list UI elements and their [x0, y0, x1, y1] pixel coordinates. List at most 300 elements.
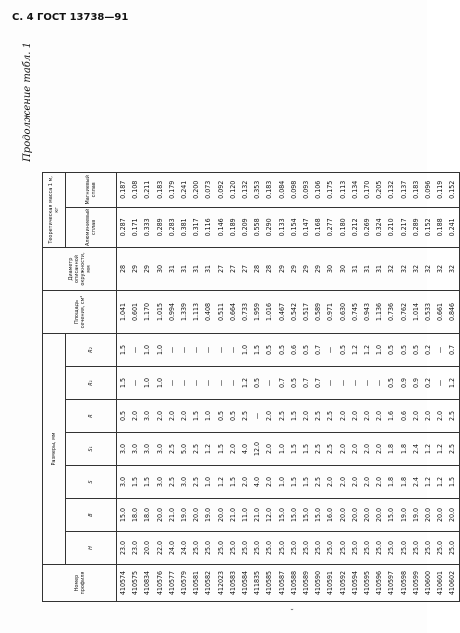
cell-R: 1.5	[190, 400, 202, 433]
cell-S: 2.5	[190, 466, 202, 499]
cell-H: 25.0	[227, 532, 239, 565]
table-row	[300, 172, 312, 601]
cell-mass-mg: 0.211	[141, 172, 153, 207]
cell-mass-al: 0.189	[227, 207, 239, 247]
cell-R: 0.5	[215, 400, 227, 433]
cell-S: 1.0	[202, 466, 214, 499]
header-mass-group: Теоретическая масса 1 м, кг	[43, 172, 66, 247]
cell-area: 0.589	[312, 291, 324, 334]
cell-diameter: 29	[276, 248, 288, 291]
cell-profile-number: 410581	[190, 565, 202, 602]
page-mark: ˘	[290, 608, 294, 617]
cell-S: 2.0	[373, 466, 385, 499]
cell-H: 25.0	[373, 532, 385, 565]
cell-H: 25.0	[288, 532, 300, 565]
cell-area: 0.533	[422, 291, 434, 334]
cell-mass-al: 0.154	[288, 207, 300, 247]
cell-H: 25.0	[385, 532, 397, 565]
cell-R: 2.0	[263, 400, 275, 433]
cell-R1: 1.2	[239, 367, 251, 400]
cell-H: 25.0	[410, 532, 422, 565]
cell-diameter: 30	[337, 248, 349, 291]
cell-B: 21.0	[166, 499, 178, 532]
cell-R1: 1.2	[446, 367, 459, 400]
cell-diameter: 28	[263, 248, 275, 291]
cell-diameter: 28	[251, 248, 263, 291]
cell-S1: 2.5	[190, 433, 202, 466]
cell-R1: —	[129, 367, 141, 400]
cell-R2: —	[129, 334, 141, 367]
cell-S1: 3.0	[154, 433, 166, 466]
cell-S: 1.5	[129, 466, 141, 499]
cell-S1: 12.0	[251, 433, 263, 466]
header-profile-number: Номер профиля	[43, 565, 117, 602]
cell-diameter: 27	[239, 248, 251, 291]
cell-R1: 0.7	[300, 367, 312, 400]
cell-mass-al: 0.317	[190, 207, 202, 247]
cell-R2: 1.0	[373, 334, 385, 367]
cell-R2: 0.6	[288, 334, 300, 367]
cell-R1: 1.0	[154, 367, 166, 400]
cell-diameter: 30	[324, 248, 336, 291]
cell-area: 1.041	[117, 291, 130, 334]
cell-area: 0.517	[300, 291, 312, 334]
cell-R: 1.6	[385, 400, 397, 433]
table-row	[446, 172, 459, 601]
cell-R1: —	[434, 367, 446, 400]
cell-R1: 0.7	[276, 367, 288, 400]
cell-B: 20.0	[446, 499, 459, 532]
cell-R2: 1.0	[141, 334, 153, 367]
cell-R1: 0.5	[385, 367, 397, 400]
cell-mass-al: 0.381	[178, 207, 190, 247]
cell-R: 2.0	[129, 400, 141, 433]
cell-R1: 0.5	[288, 367, 300, 400]
cell-H: 25.0	[434, 532, 446, 565]
cell-B: 19.0	[202, 499, 214, 532]
cell-S: 1.2	[434, 466, 446, 499]
cell-mass-al: 0.188	[434, 207, 446, 247]
cell-H: 25.0	[398, 532, 410, 565]
table-row	[276, 172, 288, 601]
cell-S: 1.5	[288, 466, 300, 499]
table-row	[154, 172, 166, 601]
cell-R1: 0.5	[251, 367, 263, 400]
cell-R2: —	[434, 334, 446, 367]
cell-R2: 0.7	[446, 334, 459, 367]
cell-R1: —	[227, 367, 239, 400]
cell-mass-mg: 0.170	[361, 172, 373, 207]
cell-mass-mg: 0.183	[410, 172, 422, 207]
cell-S: 3.0	[117, 466, 130, 499]
cell-profile-number: 410575	[129, 565, 141, 602]
cell-R1: —	[178, 367, 190, 400]
cell-profile-number: 410579	[178, 565, 190, 602]
cell-R2: 0.5	[276, 334, 288, 367]
cell-H: 20.0	[141, 532, 153, 565]
header-sizes-group: Размеры, мм	[43, 334, 66, 565]
cell-H: 25.0	[337, 532, 349, 565]
cell-area: 1.113	[190, 291, 202, 334]
table-row	[398, 172, 410, 601]
cell-mass-mg: 0.132	[385, 172, 397, 207]
cell-H: 25.0	[312, 532, 324, 565]
cell-mass-mg: 0.119	[434, 172, 446, 207]
cell-profile-number: 410597	[385, 565, 397, 602]
cell-B: 20.0	[361, 499, 373, 532]
cell-area: 0.542	[288, 291, 300, 334]
cell-R1: 1.5	[117, 367, 130, 400]
cell-S: 1.5	[141, 466, 153, 499]
cell-profile-number: 410585	[263, 565, 275, 602]
cell-mass-mg: 0.205	[373, 172, 385, 207]
cell-S1: 3.0	[129, 433, 141, 466]
cell-R: 2.5	[324, 400, 336, 433]
cell-B: 11.0	[239, 499, 251, 532]
cell-S: 2.4	[410, 466, 422, 499]
cell-B: 16.0	[324, 499, 336, 532]
cell-S1: 3.0	[117, 433, 130, 466]
cell-R: 0.6	[398, 400, 410, 433]
cell-diameter: 29	[300, 248, 312, 291]
cell-S: 2.0	[239, 466, 251, 499]
cell-mass-al: 0.171	[129, 207, 141, 247]
cell-R: 2.0	[349, 400, 361, 433]
cell-area: 1.015	[154, 291, 166, 334]
table-row	[288, 172, 300, 601]
cell-S1: 4.0	[239, 433, 251, 466]
cell-B: 20.0	[215, 499, 227, 532]
cell-R: 2.5	[446, 400, 459, 433]
cell-B: 15.0	[288, 499, 300, 532]
cell-S1: 2.0	[361, 433, 373, 466]
cell-R: 2.0	[410, 400, 422, 433]
header-S1: S₁	[66, 433, 117, 466]
cell-S1: 1.8	[385, 433, 397, 466]
cell-mass-al: 0.210	[385, 207, 397, 247]
cell-R2: 0.2	[422, 334, 434, 367]
cell-profile-number: 410592	[337, 565, 349, 602]
cell-S: 1.2	[215, 466, 227, 499]
cell-area: 0.943	[361, 291, 373, 334]
cell-mass-al: 0.217	[398, 207, 410, 247]
cell-S: 2.5	[312, 466, 324, 499]
cell-R2: —	[178, 334, 190, 367]
rotated-table-region	[22, 42, 457, 602]
cell-diameter: 32	[410, 248, 422, 291]
cell-R: 2.0	[166, 400, 178, 433]
table-row	[312, 172, 324, 601]
cell-mass-al: 0.116	[202, 207, 214, 247]
cell-mass-mg: 0.187	[117, 172, 130, 207]
header-mass-al: Алюминиевый сплав	[66, 207, 117, 247]
cell-profile-number: 410834	[141, 565, 153, 602]
cell-B: 15.0	[312, 499, 324, 532]
table-row	[337, 172, 349, 601]
cell-S1: 3.0	[141, 433, 153, 466]
cell-B: 20.0	[422, 499, 434, 532]
cell-B: 20.0	[190, 499, 202, 532]
cell-R1: —	[373, 367, 385, 400]
table-row	[202, 172, 214, 601]
cell-H: 25.0	[215, 532, 227, 565]
cell-diameter: 32	[422, 248, 434, 291]
cell-R2: —	[202, 334, 214, 367]
cell-S1: 2.0	[227, 433, 239, 466]
cell-area: 0.736	[385, 291, 397, 334]
cell-H: 25.0	[300, 532, 312, 565]
cell-S: 1.5	[227, 466, 239, 499]
cell-area: 0.664	[227, 291, 239, 334]
cell-mass-mg: 0.179	[166, 172, 178, 207]
header-mass-mg: Магниевый сплав	[66, 172, 117, 207]
cell-S: 4.0	[251, 466, 263, 499]
header-S: S	[66, 466, 117, 499]
cell-S: 2.0	[349, 466, 361, 499]
cell-diameter: 32	[446, 248, 459, 291]
cell-B: 20.0	[337, 499, 349, 532]
table-row	[361, 172, 373, 601]
cell-mass-mg: 0.073	[202, 172, 214, 207]
cell-R: —	[251, 400, 263, 433]
cell-S1: 1.5	[215, 433, 227, 466]
cell-S: 1.8	[385, 466, 397, 499]
header-H: H	[66, 532, 117, 565]
cell-mass-mg: 0.134	[349, 172, 361, 207]
cell-mass-al: 0.290	[263, 207, 275, 247]
table-row	[178, 172, 190, 601]
cell-area: 0.733	[239, 291, 251, 334]
cell-diameter: 31	[202, 248, 214, 291]
table-row	[166, 172, 178, 601]
cell-R2: 1.5	[251, 334, 263, 367]
cell-diameter: 29	[288, 248, 300, 291]
cell-area: 0.846	[446, 291, 459, 334]
cell-area: 1.170	[141, 291, 153, 334]
cell-R1: 0.2	[422, 367, 434, 400]
cell-R: 2.0	[154, 400, 166, 433]
cell-profile-number: 412023	[215, 565, 227, 602]
cell-area: 1.339	[178, 291, 190, 334]
cell-R1: —	[349, 367, 361, 400]
cell-profile-number: 410582	[202, 565, 214, 602]
header-diameter: Диаметр описанной окружности, мм	[43, 248, 117, 291]
cell-B: 18.0	[141, 499, 153, 532]
cell-H: 23.0	[117, 532, 130, 565]
cell-mass-al: 0.558	[251, 207, 263, 247]
header-area: Площадь сечения, см²	[43, 291, 117, 334]
table-row	[129, 172, 141, 601]
cell-mass-mg: 0.098	[288, 172, 300, 207]
cell-profile-number: 410583	[227, 565, 239, 602]
cell-S: 1.5	[446, 466, 459, 499]
table-row	[239, 172, 251, 601]
cell-mass-mg: 0.093	[300, 172, 312, 207]
cell-area: 0.511	[215, 291, 227, 334]
cell-S: 1.5	[300, 466, 312, 499]
cell-area: 0.971	[324, 291, 336, 334]
cell-area: 0.661	[434, 291, 446, 334]
cell-S1: 2.5	[166, 433, 178, 466]
table-row	[373, 172, 385, 601]
cell-mass-mg: 0.084	[276, 172, 288, 207]
cell-mass-mg: 0.092	[215, 172, 227, 207]
cell-S: 1.0	[276, 466, 288, 499]
cell-diameter: 31	[349, 248, 361, 291]
cell-R: 2.0	[300, 400, 312, 433]
cell-R: 1.5	[288, 400, 300, 433]
cell-R1: —	[324, 367, 336, 400]
cell-diameter: 28	[117, 248, 130, 291]
cell-mass-mg: 0.175	[324, 172, 336, 207]
cell-R2: —	[215, 334, 227, 367]
profiles-table	[42, 172, 460, 602]
cell-B: 19.0	[410, 499, 422, 532]
cell-mass-al: 0.277	[324, 207, 336, 247]
cell-R1: —	[190, 367, 202, 400]
cell-area: 0.994	[166, 291, 178, 334]
cell-mass-mg: 0.353	[251, 172, 263, 207]
cell-R: 1.0	[202, 400, 214, 433]
cell-mass-mg: 0.241	[178, 172, 190, 207]
cell-R2: 0.7	[312, 334, 324, 367]
cell-R: 2.0	[361, 400, 373, 433]
cell-mass-al: 0.212	[349, 207, 361, 247]
cell-diameter: 27	[227, 248, 239, 291]
cell-S1: 1.2	[422, 433, 434, 466]
cell-R: 2.0	[337, 400, 349, 433]
cell-mass-al: 0.133	[276, 207, 288, 247]
cell-mass-mg: 0.183	[154, 172, 166, 207]
cell-S1: 2.5	[312, 433, 324, 466]
cell-R2: 1.0	[239, 334, 251, 367]
cell-H: 25.0	[324, 532, 336, 565]
cell-H: 25.0	[422, 532, 434, 565]
cell-S1: 2.0	[337, 433, 349, 466]
continuation-title: Продолжение табл. 1	[22, 42, 33, 162]
cell-R: 0.5	[117, 400, 130, 433]
cell-area: 0.762	[398, 291, 410, 334]
cell-B: 15.0	[300, 499, 312, 532]
cell-mass-mg: 0.120	[227, 172, 239, 207]
cell-R2: —	[166, 334, 178, 367]
cell-profile-number: 410590	[312, 565, 324, 602]
cell-B: 20.0	[373, 499, 385, 532]
cell-B: 19.0	[178, 499, 190, 532]
cell-mass-al: 0.168	[312, 207, 324, 247]
cell-mass-mg: 0.096	[422, 172, 434, 207]
cell-R2: 0.5	[410, 334, 422, 367]
table-row	[324, 172, 336, 601]
header-B: B	[66, 499, 117, 532]
cell-R: 2.0	[373, 400, 385, 433]
cell-R1: —	[263, 367, 275, 400]
cell-S: 2.0	[263, 466, 275, 499]
cell-area: 1.959	[251, 291, 263, 334]
table-row	[434, 172, 446, 601]
cell-R2: —	[227, 334, 239, 367]
cell-H: 24.0	[178, 532, 190, 565]
cell-H: 25.0	[349, 532, 361, 565]
cell-profile-number: 410574	[117, 565, 130, 602]
cell-B: 15.0	[117, 499, 130, 532]
cell-R: 2.5	[312, 400, 324, 433]
cell-B: 15.0	[385, 499, 397, 532]
cell-S: 1.8	[398, 466, 410, 499]
cell-S1: 2.5	[446, 433, 459, 466]
cell-area: 1.014	[410, 291, 422, 334]
cell-mass-al: 0.147	[300, 207, 312, 247]
table-row	[422, 172, 434, 601]
cell-mass-mg: 0.137	[398, 172, 410, 207]
cell-S1: 1.0	[276, 433, 288, 466]
cell-profile-number: 410602	[446, 565, 459, 602]
cell-profile-number: 410577	[166, 565, 178, 602]
cell-R1: 0.9	[410, 367, 422, 400]
cell-mass-al: 0.146	[215, 207, 227, 247]
cell-mass-mg: 0.152	[446, 172, 459, 207]
cell-S: 2.5	[166, 466, 178, 499]
cell-H: 25.0	[276, 532, 288, 565]
cell-H: 25.0	[239, 532, 251, 565]
cell-S1: 1.5	[288, 433, 300, 466]
page-header: С. 4 ГОСТ 13738—91	[12, 12, 129, 23]
cell-area: 0.630	[337, 291, 349, 334]
cell-mass-mg: 0.108	[129, 172, 141, 207]
cell-mass-al: 0.287	[117, 207, 130, 247]
cell-profile-number: 410591	[324, 565, 336, 602]
cell-area: 0.408	[202, 291, 214, 334]
cell-profile-number: 410587	[276, 565, 288, 602]
cell-area: 0.601	[129, 291, 141, 334]
header-R1: R₁	[66, 367, 117, 400]
cell-diameter: 27	[215, 248, 227, 291]
cell-R1: —	[166, 367, 178, 400]
cell-S1: 5.0	[178, 433, 190, 466]
table-row	[385, 172, 397, 601]
cell-R: 2.5	[276, 400, 288, 433]
cell-B: 15.0	[276, 499, 288, 532]
cell-R: 3.0	[141, 400, 153, 433]
cell-H: 25.0	[202, 532, 214, 565]
cell-S: 3.0	[178, 466, 190, 499]
table-row	[251, 172, 263, 601]
cell-profile-number: 410588	[288, 565, 300, 602]
cell-S1: 1.5	[300, 433, 312, 466]
cell-R2: 0.5	[398, 334, 410, 367]
cell-R1: 1.0	[141, 367, 153, 400]
cell-area: 1.136	[373, 291, 385, 334]
cell-profile-number: 410595	[361, 565, 373, 602]
cell-mass-mg: 0.183	[263, 172, 275, 207]
cell-mass-al: 0.283	[166, 207, 178, 247]
cell-profile-number: 410576	[154, 565, 166, 602]
cell-B: 12.0	[263, 499, 275, 532]
cell-mass-al: 0.209	[239, 207, 251, 247]
cell-H: 23.0	[129, 532, 141, 565]
cell-H: 22.0	[154, 532, 166, 565]
cell-mass-al: 0.180	[337, 207, 349, 247]
cell-diameter: 31	[178, 248, 190, 291]
cell-S1: 2.5	[324, 433, 336, 466]
cell-area: 0.467	[276, 291, 288, 334]
cell-profile-number: 410594	[349, 565, 361, 602]
cell-mass-mg: 0.132	[239, 172, 251, 207]
cell-R2: 1.5	[117, 334, 130, 367]
table-row	[141, 172, 153, 601]
cell-S1: 1.2	[434, 433, 446, 466]
table-row	[410, 172, 422, 601]
